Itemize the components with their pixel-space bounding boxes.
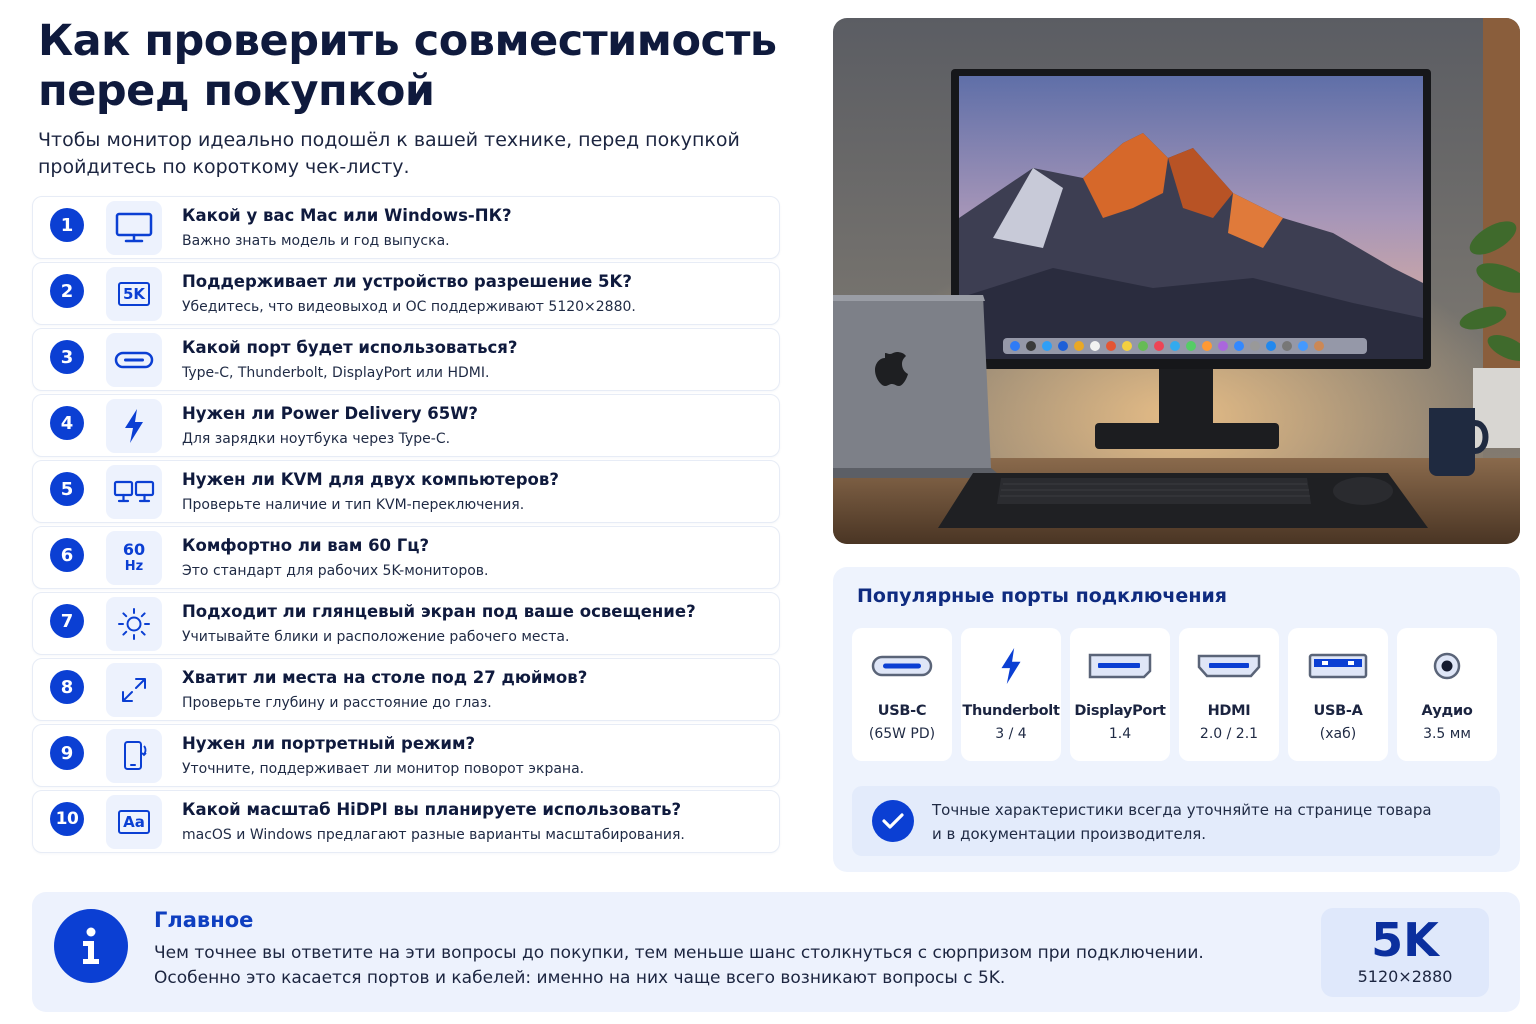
- item-question: Поддерживает ли устройство разрешение 5K?: [182, 272, 632, 291]
- item-answer: macOS и Windows предлагают разные варианты масштабирования.: [182, 827, 685, 843]
- item-number: 6: [50, 538, 84, 572]
- item-question: Нужен ли KVM для двух компьютеров?: [182, 470, 559, 489]
- item-question: Нужен ли портретный режим?: [182, 734, 476, 753]
- text-scale-icon-text: Aa: [118, 810, 150, 834]
- item-number: 8: [50, 670, 84, 704]
- usb-a-icon: [1288, 628, 1388, 703]
- sun-icon: [106, 597, 162, 651]
- 5k-icon: [106, 267, 162, 321]
- checklist-item: [32, 262, 780, 325]
- item-number: 5: [50, 472, 84, 506]
- summary-line-1: Чем точнее вы ответите на эти вопросы до покупки, тем меньше шанс столкнуться с сюрпризом при подключении.: [154, 943, 1204, 963]
- lightning-icon: [106, 399, 162, 453]
- port-name: HDMI: [1207, 703, 1251, 719]
- port-spec: 3 / 4: [995, 726, 1027, 742]
- resolution-badge: [1321, 908, 1489, 997]
- item-answer: Проверьте глубину и расстояние до глаз.: [182, 695, 492, 711]
- subtitle-line-2: пройдитесь по короткому чек-листу.: [38, 156, 410, 178]
- item-number: 9: [50, 736, 84, 770]
- port-spec: 1.4: [1108, 726, 1132, 742]
- port-card: [852, 628, 952, 761]
- page-title: [38, 16, 818, 116]
- checklist-item: [32, 658, 780, 721]
- monitor-icon: [106, 201, 162, 255]
- port-card: [961, 628, 1061, 761]
- 60hz-icon-unit: Hz: [124, 559, 144, 574]
- workspace-photo: [833, 18, 1520, 544]
- item-answer: Учитывайте блики и расположение рабочего места.: [182, 629, 570, 645]
- summary-text: [154, 941, 1204, 991]
- item-answer: Убедитесь, что видеовыход и ОС поддерживают 5120×2880.: [182, 299, 636, 315]
- page-subtitle: [38, 127, 798, 181]
- title-line-1: Как проверить совместимость: [38, 16, 777, 66]
- spec-note-text: [932, 798, 1432, 846]
- item-number: 3: [50, 340, 84, 374]
- text-scale-icon: [106, 795, 162, 849]
- rotate-phone-icon: [106, 729, 162, 783]
- item-answer: Type-C, Thunderbolt, DisplayPort или HDMI.: [182, 365, 490, 381]
- port-spec: 2.0 / 2.1: [1199, 726, 1259, 742]
- item-question: Нужен ли Power Delivery 65W?: [182, 404, 478, 423]
- summary-heading: Главное: [154, 908, 254, 932]
- badge-resolution: 5120×2880: [1357, 967, 1453, 986]
- item-number: 4: [50, 406, 84, 440]
- 60hz-icon-value: 60: [122, 540, 146, 559]
- item-answer: Уточните, поддерживает ли монитор поворот экрана.: [182, 761, 585, 777]
- checklist-item: [32, 394, 780, 457]
- item-number: 10: [50, 802, 84, 836]
- summary-line-2: Особенно это касается портов и кабелей: именно на них чаще всего возникают вопросы с 5K.: [154, 968, 1006, 988]
- item-question: Хватит ли места на столе под 27 дюймов?: [182, 668, 588, 687]
- checklist-item: [32, 724, 780, 787]
- checklist-item: [32, 328, 780, 391]
- item-number: 1: [50, 208, 84, 242]
- item-number: 2: [50, 274, 84, 308]
- dual-monitor-icon: [106, 465, 162, 519]
- ports-list: [852, 628, 1497, 761]
- port-name: USB-C: [877, 703, 927, 719]
- expand-icon: [106, 663, 162, 717]
- item-question: Комфортно ли вам 60 Гц?: [182, 536, 430, 555]
- port-card: [1070, 628, 1170, 761]
- info-icon: [54, 909, 128, 983]
- checklist: [32, 196, 780, 856]
- port-spec: (хаб): [1319, 726, 1357, 742]
- item-question: Какой масштаб HiDPI вы планируете использовать?: [182, 800, 682, 819]
- displayport-icon: [1070, 628, 1170, 703]
- item-question: Подходит ли глянцевый экран под ваше освещение?: [182, 602, 696, 621]
- badge-title: 5K: [1371, 913, 1439, 967]
- item-question: Какой порт будет использоваться?: [182, 338, 518, 357]
- spec-note: [852, 786, 1500, 856]
- summary-card: [32, 892, 1520, 1012]
- checklist-item: [32, 790, 780, 853]
- port-name: Thunderbolt: [962, 703, 1060, 719]
- port-card: [1397, 628, 1497, 761]
- check-icon: [872, 800, 914, 842]
- spec-note-line-2: и в документации производителя.: [932, 825, 1207, 843]
- ports-title: Популярные порты подключения: [857, 585, 1227, 607]
- item-answer: Для зарядки ноутбука через Type-C.: [182, 431, 451, 447]
- hdmi-icon: [1179, 628, 1279, 703]
- checklist-item: [32, 460, 780, 523]
- title-line-2: перед покупкой: [38, 66, 435, 116]
- item-question: Какой у вас Mac или Windows-ПК?: [182, 206, 512, 225]
- usb-c-icon: [852, 628, 952, 703]
- audio-jack-icon: [1397, 628, 1497, 703]
- subtitle-line-1: Чтобы монитор идеально подошёл к вашей технике, перед покупкой: [38, 129, 740, 151]
- port-spec: 3.5 мм: [1423, 726, 1471, 742]
- checklist-item: [32, 526, 780, 589]
- 60hz-icon: [106, 531, 162, 585]
- port-icon: [106, 333, 162, 387]
- port-spec: (65W PD): [868, 726, 936, 742]
- item-answer: Это стандарт для рабочих 5K-мониторов.: [182, 563, 489, 579]
- checklist-item: [32, 592, 780, 655]
- thunderbolt-icon: [961, 628, 1061, 703]
- item-number: 7: [50, 604, 84, 638]
- port-name: Аудио: [1421, 703, 1473, 719]
- port-card: [1288, 628, 1388, 761]
- 5k-icon-text: 5K: [118, 282, 150, 306]
- port-name: DisplayPort: [1074, 703, 1166, 719]
- checklist-item: [32, 196, 780, 259]
- port-name: USB-A: [1313, 703, 1363, 719]
- spec-note-line-1: Точные характеристики всегда уточняйте на странице товара: [932, 801, 1432, 819]
- ports-card: [833, 567, 1520, 872]
- item-answer: Важно знать модель и год выпуска.: [182, 233, 450, 249]
- port-card: [1179, 628, 1279, 761]
- item-answer: Проверьте наличие и тип KVM-переключения.: [182, 497, 525, 513]
